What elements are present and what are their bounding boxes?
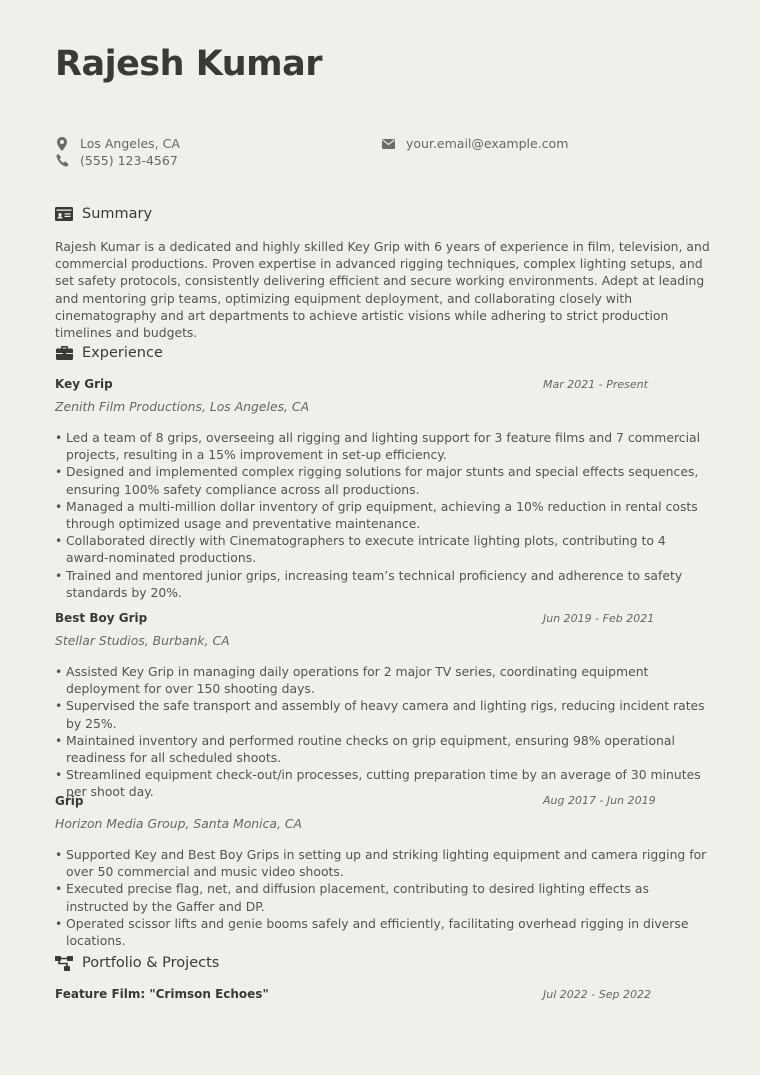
list-item: • Collaborated directly with Cinematographers to execute intricate lighting plots, contributing to 4 award-nominated productions. [55, 532, 710, 566]
list-item: • Led a team of 8 grips, overseeing all rigging and lighting support for 3 feature films and 7 commercial projects, resulting in a 15% improvement in set-up efficiency. [55, 429, 710, 463]
list-item: • Supervised the safe transport and assembly of heavy camera and lighting rigs, reducing incident rates by 25%. [55, 697, 710, 731]
envelope-icon [380, 137, 396, 151]
job-company: Stellar Studios, Burbank, CA [55, 633, 230, 648]
experience-title: Experience [82, 345, 163, 361]
id-card-icon [54, 206, 74, 222]
list-item: • Designed and implemented complex rigging solutions for major stunts and special effects sequences, ensuring 100% safety compliance across all productions. [55, 463, 710, 497]
phone-text: (555) 123-4567 [80, 153, 178, 168]
list-item: • Assisted Key Grip in managing daily operations for 2 major TV series, coordinating equipment deployment for over 150 shooting days. [55, 663, 710, 697]
summary-heading [54, 206, 152, 222]
job-dates: Mar 2021 - Present [543, 378, 648, 391]
map-pin-icon [54, 137, 70, 151]
job-company: Zenith Film Productions, Los Angeles, CA [55, 399, 310, 414]
email-link[interactable]: your.email@example.com [406, 136, 569, 151]
summary-title: Summary [82, 206, 153, 222]
job-company: Horizon Media Group, Santa Monica, CA [55, 816, 303, 831]
experience-heading [54, 345, 163, 361]
location-text: Los Angeles, CA [80, 136, 180, 151]
job-dates: Aug 2017 - Jun 2019 [543, 794, 656, 807]
job-bullets [55, 663, 710, 801]
phone-icon [54, 154, 70, 168]
list-item: • Operated scissor lifts and genie booms safely and efficiently, facilitating overhead rigging in diverse locations. [55, 915, 710, 949]
job-bullets [55, 429, 710, 601]
list-item: • Supported Key and Best Boy Grips in setting up and striking lighting equipment and camera rigging for over 50 commercial and music video shoots. [55, 846, 710, 880]
summary-text: Rajesh Kumar is a dedicated and highly skilled Key Grip with 6 years of experience in film, television, and commercial productions. Proven expertise in advanced rigging techniques, complex lighting setups, and set safety protocols, consistently delivering efficient and secure working environments. Adept at leading and mentoring grip teams, optimizing equipment deployment, and collaborating closely with cinematography and art departments to achieve artistic visions while adhering to strict production timelines and budgets. [55, 239, 710, 341]
briefcase-icon [54, 345, 74, 361]
project-dates: Jul 2022 - Sep 2022 [543, 988, 651, 1001]
list-item: • Trained and mentored junior grips, increasing team’s technical proficiency and adherence to safety standards by 20%. [55, 567, 710, 601]
list-item: • Managed a multi-million dollar inventory of grip equipment, achieving a 10% reduction in rental costs through optimized usage and preventative maintenance. [55, 498, 710, 532]
sitemap-icon [54, 955, 74, 971]
job-title: Best Boy Grip [55, 611, 148, 625]
contact-phone [54, 153, 178, 168]
contact-email [380, 136, 568, 151]
list-item: • Executed precise flag, net, and diffusion placement, contributing to desired lighting effects as instructed by the Gaffer and DP. [55, 880, 710, 914]
contact-location [54, 136, 180, 151]
list-item: • Maintained inventory and performed routine checks on grip equipment, ensuring 98% operational readiness for all scheduled shoots. [55, 732, 710, 766]
job-bullets [55, 846, 710, 949]
candidate-name: Rajesh Kumar [55, 44, 323, 84]
project-title: Feature Film: "Crimson Echoes" [55, 987, 269, 1001]
job-dates: Jun 2019 - Feb 2021 [543, 612, 655, 625]
portfolio-heading [54, 955, 219, 971]
job-title: Grip [55, 794, 84, 808]
list-item: • Streamlined equipment check-out/in processes, cutting preparation time by an average of 30 minutes per shoot day. [55, 766, 710, 800]
portfolio-title: Portfolio & Projects [82, 955, 220, 971]
job-title: Key Grip [55, 377, 113, 391]
